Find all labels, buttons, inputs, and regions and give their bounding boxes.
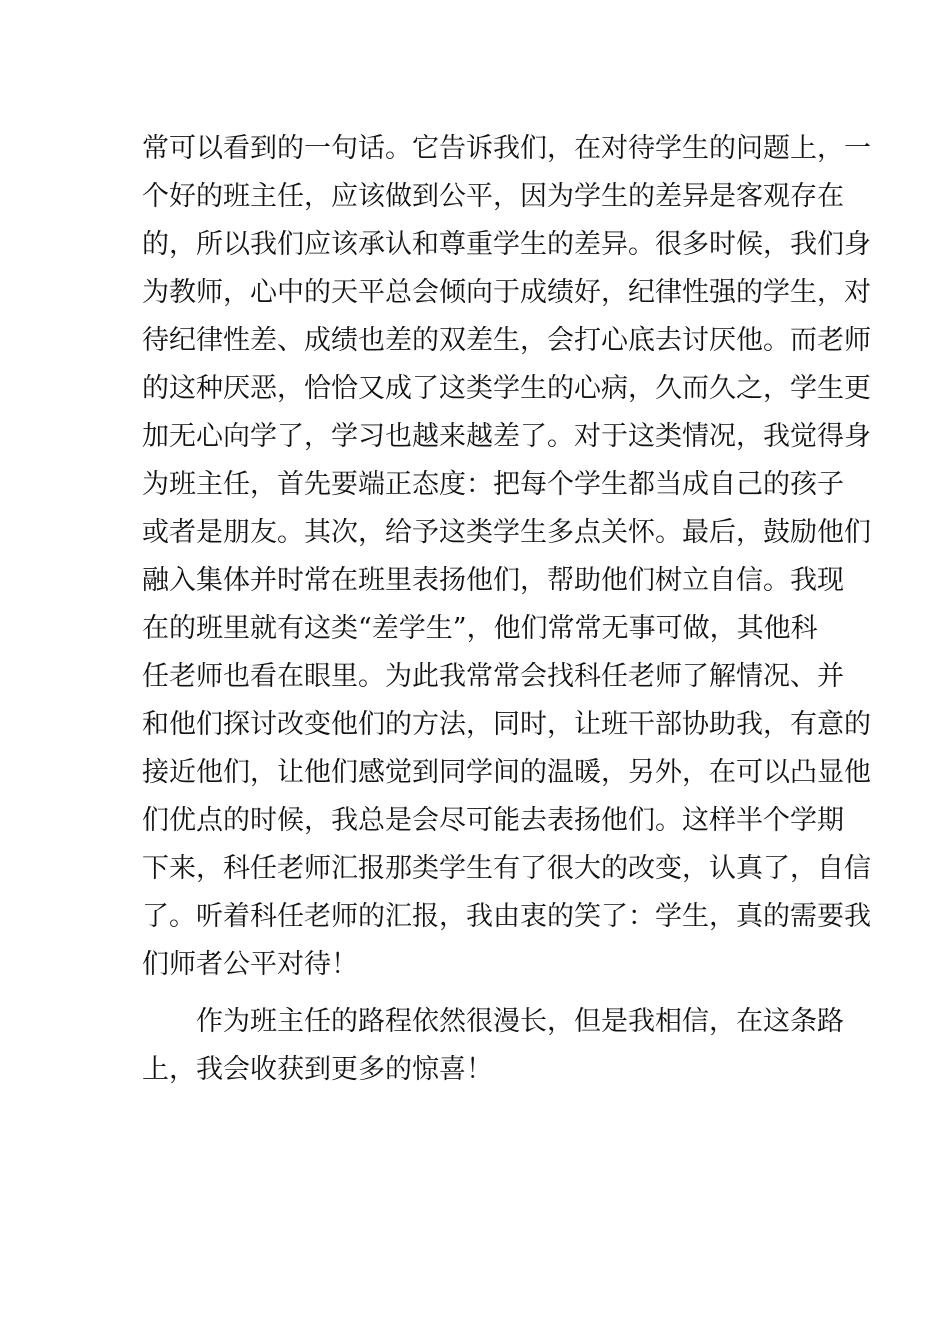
text-line: 的这种厌恶，恰恰又成了这类学生的心病，久而久之，学生更 bbox=[142, 373, 871, 404]
text-line: 或者是朋友。其次，给予这类学生多点关怀。最后，鼓励他们 bbox=[142, 517, 871, 548]
text-line: 融入集体并时常在班里表扬他们，帮助他们树立自信。我现 bbox=[142, 565, 844, 596]
text-line: 加无心向学了，学习也越来越差了。对于这类情况，我觉得身 bbox=[142, 421, 871, 452]
text-line: 待纪律性差、成绩也差的双差生，会打心底去讨厌他。而老师 bbox=[142, 325, 871, 356]
text-line: 上，我会收获到更多的惊喜！ bbox=[142, 1054, 493, 1085]
text-line: 常可以看到的一句话。它告诉我们，在对待学生的问题上，一 bbox=[142, 133, 871, 164]
text-line: 了。听着科任老师的汇报，我由衷的笑了：学生，真的需要我 bbox=[142, 901, 871, 932]
text-line: 和他们探讨改变他们的方法，同时，让班干部协助我，有意的 bbox=[142, 709, 871, 740]
text-line: 作为班主任的路程依然很漫长，但是我相信，在这条路 bbox=[196, 1006, 844, 1037]
text-line: 的，所以我们应该承认和尊重学生的差异。很多时候，我们身 bbox=[142, 229, 871, 260]
text-line: 下来，科任老师汇报那类学生有了很大的改变，认真了，自信 bbox=[142, 853, 871, 884]
text-line: 任老师也看在眼里。为此我常常会找科任老师了解情况、并 bbox=[142, 661, 844, 692]
paragraph-gap bbox=[142, 989, 810, 998]
body-text bbox=[142, 125, 871, 1094]
text-line: 为班主任，首先要端正态度：把每个学生都当成自己的孩子 bbox=[142, 469, 844, 500]
text-line: 们师者公平对待！ bbox=[142, 949, 358, 980]
text-line: 个好的班主任，应该做到公平，因为学生的差异是客观存在 bbox=[142, 181, 844, 212]
paragraph bbox=[142, 998, 844, 1094]
text-line: 接近他们，让他们感觉到同学间的温暖，另外，在可以凸显他 bbox=[142, 757, 871, 788]
text-line: 们优点的时候，我总是会尽可能去表扬他们。这样半个学期 bbox=[142, 805, 844, 836]
paragraph bbox=[142, 125, 871, 989]
text-line: 为教师，心中的天平总会倾向于成绩好，纪律性强的学生，对 bbox=[142, 277, 871, 308]
text-line: 在的班里就有这类“差学生”，他们常常无事可做，其他科 bbox=[142, 613, 818, 644]
